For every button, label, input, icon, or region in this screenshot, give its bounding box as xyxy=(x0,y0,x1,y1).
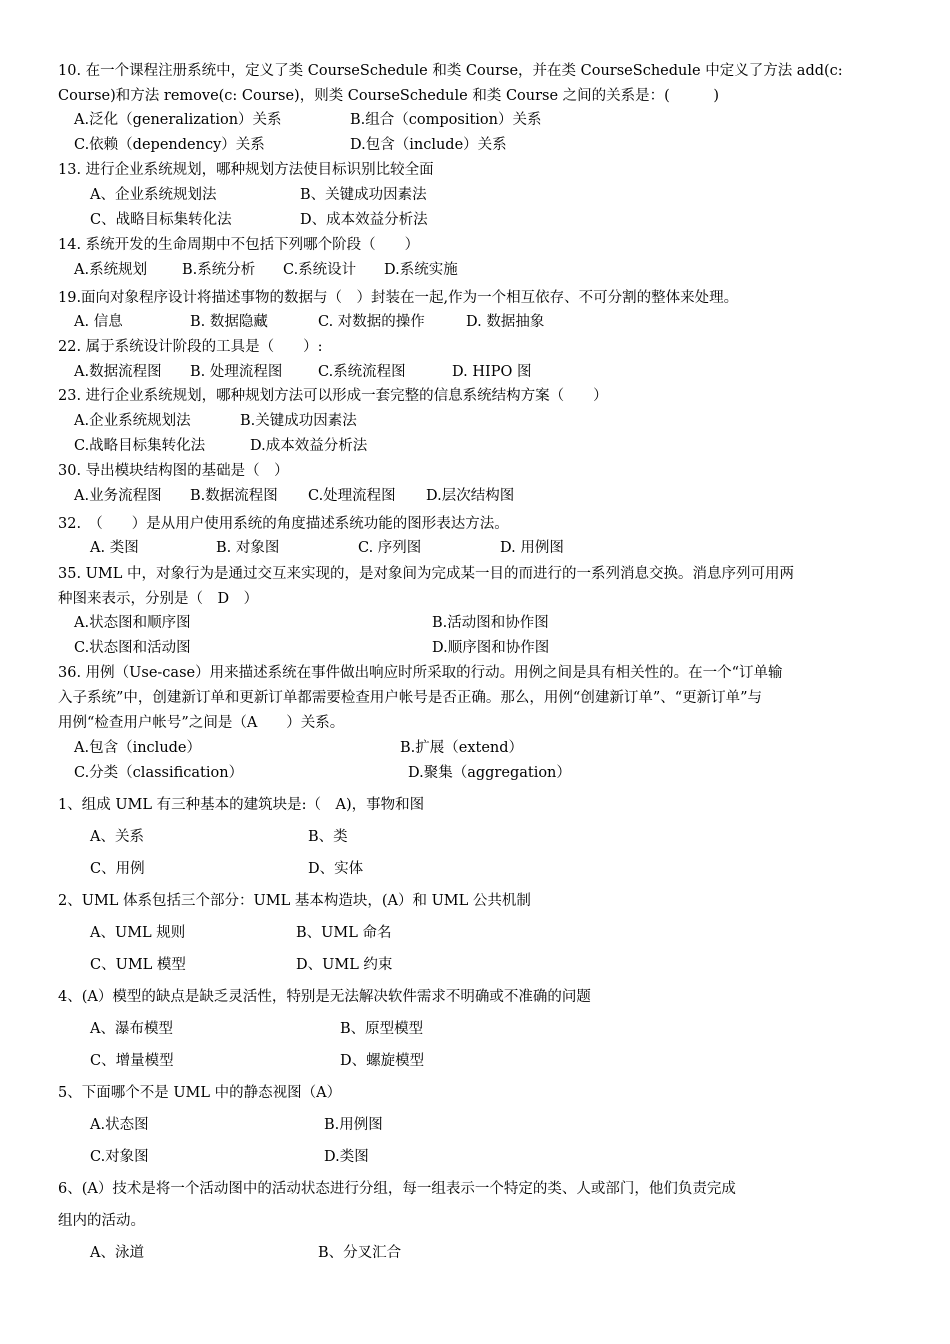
q32-option-a: A. 类图 xyxy=(90,540,139,556)
q30-option-b: B.数据流程图 xyxy=(190,488,278,504)
q23-stem: 23. 进行企业系统规划，哪种规划方法可以形成一套完整的信息系统结构方案（ ） xyxy=(58,388,608,404)
q23-option-a: A.企业系统规划法 xyxy=(74,413,191,429)
q14-option-b: B.系统分析 xyxy=(182,262,256,278)
q13-option-a: A、企业系统规划法 xyxy=(90,187,217,203)
q32-option-c: C. 序列图 xyxy=(358,540,422,556)
p1-option-c: C、用例 xyxy=(90,861,145,877)
q10-stem-line1: 10. 在一个课程注册系统中，定义了类 CourseSchedule 和类 Course，并在类 CourseSchedule 中定义了方法 add(c: xyxy=(58,63,843,79)
q23-option-b: B.关键成功因素法 xyxy=(240,413,357,429)
q19-option-d: D. 数据抽象 xyxy=(466,314,545,330)
q36-option-b: B.扩展（extend） xyxy=(400,740,524,756)
p5-option-c: C.对象图 xyxy=(90,1149,149,1165)
p2-option-c: C、UML 模型 xyxy=(90,957,186,973)
p5-option-d: D.类图 xyxy=(324,1149,369,1165)
q13-option-d: D、成本效益分析法 xyxy=(300,212,428,228)
q35-option-b: B.活动图和协作图 xyxy=(432,615,549,631)
q13-stem: 13. 进行企业系统规划，哪种规划方法使目标识别比较全面 xyxy=(58,162,434,178)
p4-option-a: A、瀑布模型 xyxy=(90,1021,173,1037)
p6-option-a: A、泳道 xyxy=(90,1245,144,1261)
q36-stem-line3: 用例“检查用户帐号”之间是（A ）关系。 xyxy=(58,715,345,731)
q30-stem: 30. 导出模块结构图的基础是（ ） xyxy=(58,463,289,479)
q30-option-a: A.业务流程图 xyxy=(74,488,162,504)
p1-stem: 1、组成 UML 有三种基本的建筑块是:（ A)，事物和图 xyxy=(58,797,425,813)
q13-option-c: C、战略目标集转化法 xyxy=(90,212,232,228)
p4-option-b: B、原型模型 xyxy=(340,1021,424,1037)
q14-option-c: C.系统设计 xyxy=(283,262,357,278)
q13-option-b: B、关键成功因素法 xyxy=(300,187,427,203)
q10-option-a: A.泛化（generalization）关系 xyxy=(74,112,282,128)
q23-option-c: C.战略目标集转化法 xyxy=(74,438,206,454)
q36-stem-line1: 36. 用例（Use-case）用来描述系统在事件做出响应时所采取的行动。用例之间是具有相关性的。在一个“订单输 xyxy=(58,665,783,681)
p1-option-d: D、实体 xyxy=(308,861,364,877)
p1-option-b: B、类 xyxy=(308,829,348,845)
q35-option-a: A.状态图和顺序图 xyxy=(74,615,191,631)
q23-option-d: D.成本效益分析法 xyxy=(250,438,368,454)
q10-stem-line2: Course)和方法 remove(c: Course)，则类 CourseSchedule 和类 Course 之间的关系是：( ) xyxy=(58,88,719,104)
p4-stem: 4、(A）模型的缺点是缺乏灵活性，特别是无法解决软件需求不明确或不准确的问题 xyxy=(58,989,591,1005)
q14-option-d: D.系统实施 xyxy=(384,262,458,278)
q35-stem-line1: 35. UML 中，对象行为是通过交互来实现的，是对象间为完成某一目的而进行的一系列消息交换。消息序列可用两 xyxy=(58,566,794,582)
p6-option-b: B、分叉汇合 xyxy=(318,1245,402,1261)
p5-option-b: B.用例图 xyxy=(324,1117,383,1133)
q19-option-c: C. 对数据的操作 xyxy=(318,314,425,330)
p6-stem-line2: 组内的活动。 xyxy=(58,1213,145,1229)
q22-option-d: D. HIPO 图 xyxy=(452,364,532,380)
q35-stem-line2: 种图来表示，分别是（ D ） xyxy=(58,591,259,607)
q32-stem: 32. （ ）是从用户使用系统的角度描述系统功能的图形表达方法。 xyxy=(58,516,509,532)
q10-option-b: B.组合（composition）关系 xyxy=(350,112,542,128)
q36-stem-line2: 入子系统”中，创建新订单和更新订单都需要检查用户帐号是否正确。那么，用例“创建新订单”、“更新订单”与 xyxy=(58,690,763,706)
p2-option-b: B、UML 命名 xyxy=(296,925,392,941)
q32-option-b: B. 对象图 xyxy=(216,540,280,556)
q19-stem: 19.面向对象程序设计将描述事物的数据与（ ）封装在一起,作为一个相互依存、不可分割的整体来处理。 xyxy=(58,290,739,306)
q22-option-b: B. 处理流程图 xyxy=(190,364,283,380)
q19-option-b: B. 数据隐藏 xyxy=(190,314,268,330)
q35-option-c: C.状态图和活动图 xyxy=(74,640,191,656)
q10-option-c: C.依赖（dependency）关系 xyxy=(74,137,265,153)
q22-option-c: C.系统流程图 xyxy=(318,364,406,380)
q14-stem: 14. 系统开发的生命周期中不包括下列哪个阶段（ ） xyxy=(58,237,420,253)
q36-option-c: C.分类（classification） xyxy=(74,765,244,781)
q19-option-a: A. 信息 xyxy=(74,314,123,330)
q35-option-d: D.顺序图和协作图 xyxy=(432,640,550,656)
q10-option-d: D.包含（include）关系 xyxy=(350,137,507,153)
q22-option-a: A.数据流程图 xyxy=(74,364,162,380)
p2-option-d: D、UML 约束 xyxy=(296,957,393,973)
p5-stem: 5、下面哪个不是 UML 中的静态视图（A） xyxy=(58,1085,342,1101)
q30-option-d: D.层次结构图 xyxy=(426,488,515,504)
q22-stem: 22. 属于系统设计阶段的工具是（ ）: xyxy=(58,339,323,355)
q32-option-d: D. 用例图 xyxy=(500,540,564,556)
q36-option-d: D.聚集（aggregation） xyxy=(408,765,571,781)
p2-stem: 2、UML 体系包括三个部分：UML 基本构造块，(A）和 UML 公共机制 xyxy=(58,893,531,909)
q30-option-c: C.处理流程图 xyxy=(308,488,396,504)
q36-option-a: A.包含（include） xyxy=(74,740,202,756)
p1-option-a: A、关系 xyxy=(90,829,144,845)
p4-option-c: C、增量模型 xyxy=(90,1053,174,1069)
p4-option-d: D、螺旋模型 xyxy=(340,1053,425,1069)
p6-stem-line1: 6、(A）技术是将一个活动图中的活动状态进行分组，每一组表示一个特定的类、人或部门，他们负责完成 xyxy=(58,1181,736,1197)
q14-option-a: A.系统规划 xyxy=(74,262,148,278)
p5-option-a: A.状态图 xyxy=(90,1117,149,1133)
p2-option-a: A、UML 规则 xyxy=(90,925,186,941)
